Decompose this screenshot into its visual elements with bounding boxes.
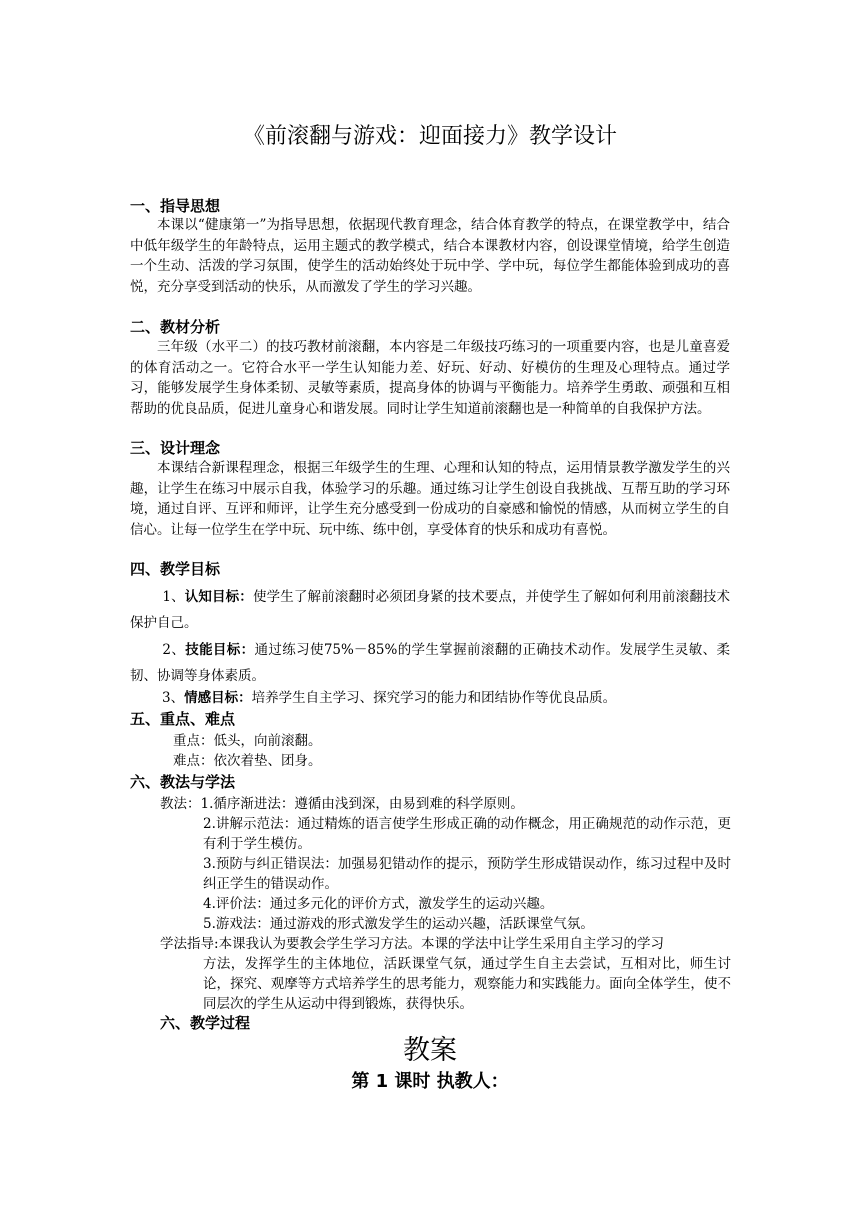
goal-emotion-text: 培养学生自主学习、探究学习的能力和团结协作等优良品质。 [251,690,617,706]
section-heading-teaching-goals: 四、教学目标 [130,560,221,578]
key-point: 重点：低头，向前滚翻。 [173,733,322,749]
lesson-info-prefix: 第 [351,1071,370,1092]
method-1 [160,794,524,814]
goal-cognitive-number: 1、 [162,589,185,605]
section-heading-key-points: 五、重点、难点 [130,710,236,728]
section-heading-methods: 六、教法与学法 [130,773,236,791]
section-heading-guiding-idea: 一、指导思想 [130,197,221,215]
goal-skill-label: 技能目标： [185,642,255,658]
method-5: 5.游戏法：通过游戏的形式激发学生的运动兴趣，活跃课堂气氛。 [203,916,594,932]
section-heading-teaching-process: 六、教学过程 [160,1014,251,1032]
document-title: 《前滚翻与游戏：迎面接力》教学设计 [242,124,617,149]
section-heading-design-concept: 三、设计理念 [130,439,221,457]
goal-skill-text: 通过练习使75%－85%的学生掌握前滚翻的正确技术动作。发展学生灵敏、柔韧、协调等身体素质。 [130,642,730,684]
teaching-methods-label: 教法： [160,796,201,812]
method-4: 4.评价法：通过多元化的评价方式，激发学生的运动兴趣。 [203,896,554,912]
learning-guidance-first-line [160,934,664,954]
learning-guidance-text: 方法，发挥学生的主体地位，活跃课堂气氛，通过学生自主去尝试，互相对比，师生讨论，探究、观摩等方式培养学生的思考能力，观察能力和实践能力。面向全体学生，使不同层次的学生从运动中得到锻炼，获得快乐。 [203,956,731,1012]
difficult-point: 难点：依次着垫、团身。 [173,753,322,769]
goal-emotion-label: 情感目标： [184,690,252,706]
goal-cognitive-label: 认知目标： [184,589,253,605]
lesson-number: 1 [375,1071,389,1092]
goal-emotion [162,688,616,708]
learning-guidance-label: 学法指导: [160,936,219,952]
lesson-info [0,1070,860,1094]
section-heading-material-analysis: 二、教材分析 [130,318,221,336]
goal-skill-number: 2、 [162,642,186,658]
goal-skill [130,637,730,689]
goal-cognitive [130,584,730,636]
lesson-plan-title: 教案 [403,1035,457,1066]
lesson-info-suffix: 课时 执教人： [394,1071,509,1092]
section-body-material-analysis: 三年级（水平二）的技巧教材前滚翻，本内容是二年级技巧练习的一项重要内容，也是儿童喜爱的体育活动之一。它符合水平一学生认知能力差、好玩、好动、好模仿的生理及心理特点。通过学习，能够发展学生身体柔韧、灵敏等素质，提高身体的协调与平衡能力。培养学生勇敢、顽强和互相帮助的优良品质，促进儿童身心和谐发展。同时让学生知道前滚翻也是一种简单的自我保护方法。 [130,339,730,417]
method-2: 2.讲解示范法：通过精炼的语言使学生形成正确的动作概念，用正确规范的动作示范，更有利于学生模仿。 [203,816,731,852]
section-body-guiding-idea: 本课以“健康第一”为指导思想，依据现代教育理念，结合体育教学的特点，在课堂教学中，结合中低年级学生的年龄特点，运用主题式的教学模式，结合本课教材内容，创设课堂情境，给学生创造一个生动、活泼的学习氛围，使学生的活动始终处于玩中学、学中玩，每位学生都能体验到成功的喜悦，充分享受到活动的快乐，从而激发了学生的学习兴趣。 [130,217,730,295]
goal-cognitive-text: 使学生了解前滚翻时必须团身紧的技术要点，并使学生了解如何利用前滚翻技术保护自己。 [130,589,731,631]
goal-emotion-number: 3、 [162,690,185,706]
section-body-design-concept: 本课结合新课程理念，根据三年级学生的生理、心理和认知的特点，运用情景教学激发学生的兴趣，让学生在练习中展示自我，体验学习的乐趣。通过练习让学生创设自我挑战、互帮互助的学习环境，通过自评、互评和师评，让学生充分感受到一份成功的自豪感和愉悦的情感，从而树立学生的自信心。让每一位学生在学中玩、玩中练、练中创，享受体育的快乐和成功有喜悦。 [130,460,730,538]
method-1-text: 1.循序渐进法：遵循由浅到深，由易到难的科学原则。 [200,796,524,812]
method-3: 3.预防与纠正错误法：加强易犯错动作的提示，预防学生形成错误动作，练习过程中及时纠正学生的错误动作。 [203,856,731,892]
learning-guidance-text-start: 本课我认为要教会学生学习方法。本课的学法中让学生采用自主学习的学习 [218,936,665,952]
